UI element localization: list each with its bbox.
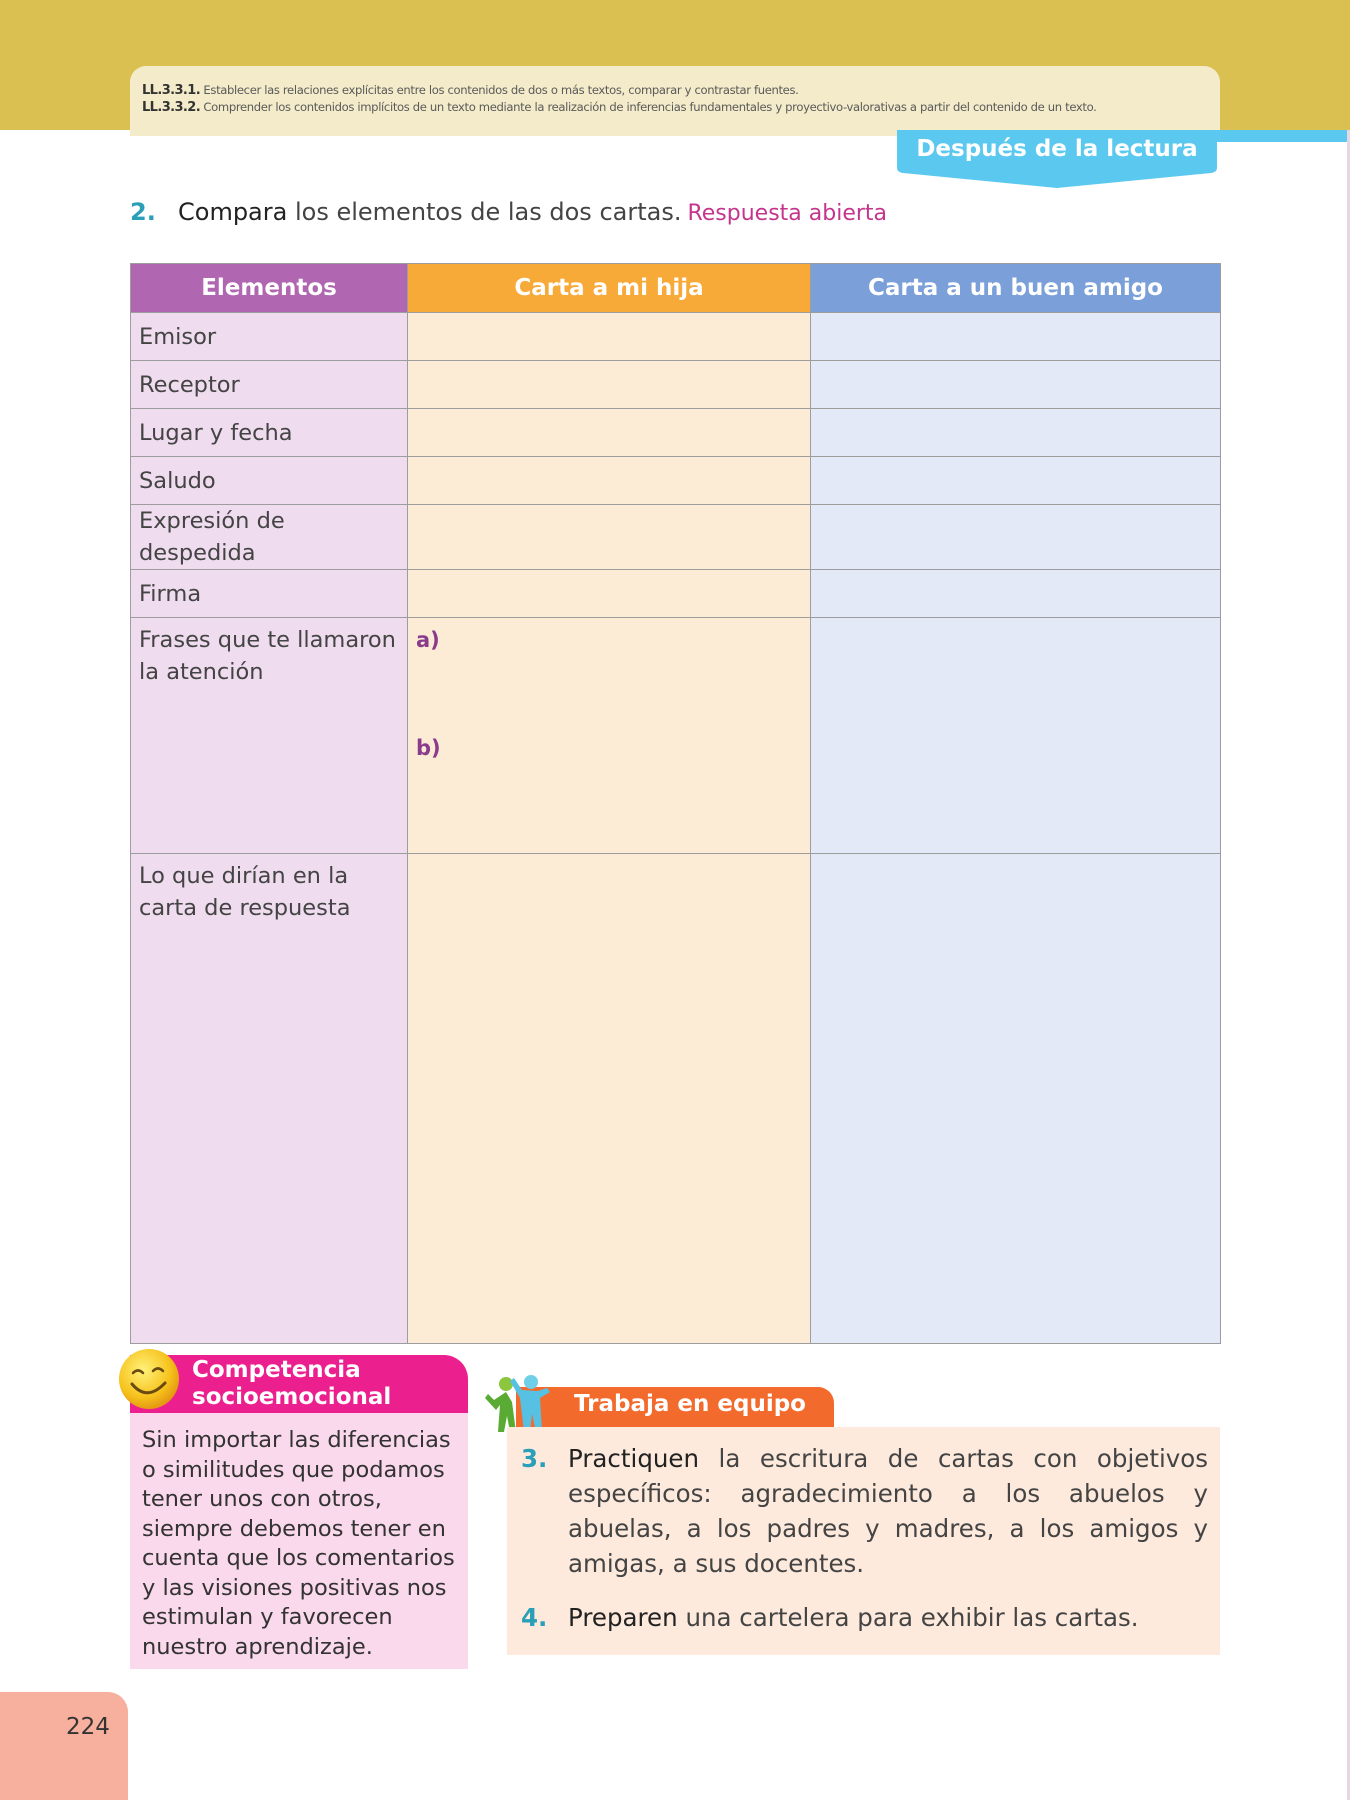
- activity-text: [568, 1441, 1208, 1581]
- question-number: 2.: [130, 198, 156, 226]
- table-row: [131, 313, 1221, 361]
- answer-cell[interactable]: [811, 570, 1221, 618]
- answer-cell[interactable]: [811, 854, 1221, 1344]
- skill-text: Comprender los contenidos implícitos de un texto mediante la realización de inferencias fundamentales y proyectivo-valorativas a partir del contenido de un texto.: [203, 100, 1097, 114]
- socioemotional-text: Sin importar las diferencias o similitudes que podamos tener unos con otros, siempre debemos tener en cuenta que los comentarios y las visiones positivas nos estimulan y favorecen nuestro aprendizaje.: [130, 1413, 468, 1669]
- activity-number: 3.: [521, 1444, 548, 1473]
- table-row: [131, 505, 1221, 570]
- skill-text: Establecer las relaciones explícitas entre los contenidos de dos o más textos, comparar y contrastar fuentes.: [203, 83, 799, 97]
- activity-item: [521, 1441, 1208, 1581]
- table-row: [131, 570, 1221, 618]
- socioemotional-title: [192, 1357, 391, 1411]
- row-label: Expresión de despedida: [131, 505, 408, 570]
- item-a-label: a): [416, 628, 440, 652]
- answer-cell[interactable]: [811, 505, 1221, 570]
- socioemotional-title-line: socioemocional: [192, 1384, 392, 1410]
- answer-cell[interactable]: [408, 313, 811, 361]
- skills-box: [130, 66, 1220, 136]
- answer-cell[interactable]: [408, 457, 811, 505]
- skill-line: [142, 99, 1208, 116]
- header-carta-amigo: Carta a un buen amigo: [811, 264, 1221, 313]
- answer-cell[interactable]: [811, 618, 1221, 854]
- row-label: Lugar y fecha: [131, 409, 408, 457]
- answer-cell[interactable]: [408, 570, 811, 618]
- answer-cell[interactable]: [408, 361, 811, 409]
- section-tab: [897, 130, 1217, 188]
- header-elementos: Elementos: [131, 264, 408, 313]
- section-tab-label: Después de la lectura: [916, 136, 1198, 162]
- row-label: Emisor: [131, 313, 408, 361]
- table-row: [131, 361, 1221, 409]
- activity-text: [568, 1600, 1208, 1635]
- socioemotional-title-line: Competencia: [192, 1357, 361, 1383]
- row-label: Receptor: [131, 361, 408, 409]
- question-verb: Compara: [178, 198, 288, 226]
- team-title: Trabaja en equipo: [574, 1391, 806, 1417]
- row-label: Firma: [131, 570, 408, 618]
- question-2: [130, 198, 887, 226]
- smiley-icon: [117, 1347, 181, 1411]
- row-label: Saludo: [131, 457, 408, 505]
- answer-cell[interactable]: [408, 505, 811, 570]
- activity-item: [521, 1600, 1208, 1635]
- team-activities: [507, 1427, 1220, 1655]
- table-row: [131, 618, 1221, 854]
- item-b-label: b): [416, 736, 441, 760]
- answer-cell[interactable]: [811, 409, 1221, 457]
- section-tab-strip: [1215, 130, 1347, 142]
- answer-cell[interactable]: [811, 457, 1221, 505]
- activity-description: una cartelera para exhibir las cartas.: [685, 1603, 1139, 1632]
- activity-verb: Preparen: [568, 1603, 678, 1632]
- skill-line: [142, 82, 1208, 99]
- row-label: Frases que te llamaron la atención: [131, 618, 408, 854]
- answer-cell[interactable]: [811, 313, 1221, 361]
- skill-code: LL.3.3.1.: [142, 83, 201, 98]
- answer-cell[interactable]: [408, 854, 811, 1344]
- activity-verb: Practiquen: [568, 1444, 699, 1473]
- table-header-row: [131, 264, 1221, 313]
- row-label: Lo que dirían en la carta de respuesta: [131, 854, 408, 1344]
- page-number: 224: [66, 1714, 110, 1740]
- answer-note: Respuesta abierta: [687, 201, 888, 226]
- table-row: [131, 409, 1221, 457]
- page-number-tab: [0, 1692, 128, 1800]
- skill-code: LL.3.3.2.: [142, 100, 201, 115]
- table-row: [131, 457, 1221, 505]
- answer-cell[interactable]: [408, 409, 811, 457]
- question-text: los elementos de las dos cartas.: [294, 198, 682, 226]
- table-row: [131, 854, 1221, 1344]
- comparison-table: [130, 263, 1221, 1344]
- activity-description: la escritura de cartas con objetivos específicos: agradecimiento a los abuelos y abuelas, a los padres y madres, a los amigos y amigas, a sus docentes.: [568, 1444, 1208, 1578]
- answer-cell[interactable]: [408, 618, 811, 854]
- activity-number: 4.: [521, 1603, 548, 1632]
- answer-cell[interactable]: [811, 361, 1221, 409]
- header-carta-hija: Carta a mi hija: [408, 264, 811, 313]
